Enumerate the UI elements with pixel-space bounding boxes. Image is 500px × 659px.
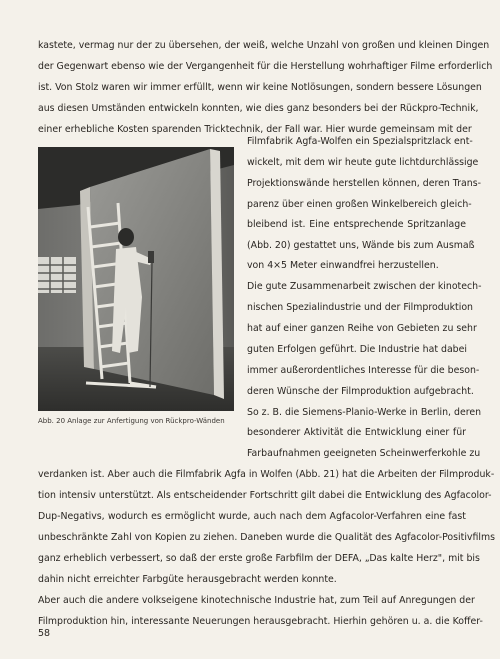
text-line: ist. Von Stolz waren wir immer erfüllt, wenn wir keine Notlösungen, sondern bessere Lösungen [38, 82, 482, 93]
text-line: bleibend ist. Eine entsprechende Spritzanlage [247, 219, 466, 230]
text-line: Die gute Zusammenarbeit zwischen der kinotech- [247, 281, 482, 292]
text-line: aus diesen Umständen entwickeln konnten, wie dies ganz besonders bei der Rückpro-Technik, [38, 103, 479, 114]
text-line: von 4×5 Meter einwandfrei herzustellen. [247, 260, 439, 271]
text-line: immer außerordentliches Interesse für die beson- [247, 365, 480, 376]
figure-caption: Abb. 20 Anlage zur Anfertigung von Rückpro-Wänden [38, 417, 225, 425]
photo-spray-booth [38, 147, 234, 411]
text-line: Dup-Negativs, wodurch es ermöglicht wurde, auch nach dem Agfacolor-Verfahren eine fast [38, 511, 466, 522]
text-line: Filmproduktion hin, interessante Neuerungen herausgebracht. Hierhin gehören u. a. die Koffer- [38, 616, 483, 627]
text-line: (Abb. 20) gestattet uns, Wände bis zum Ausmaß [247, 240, 475, 251]
text-line: verdanken ist. Aber auch die Filmfabrik Agfa in Wolfen (Abb. 21) hat die Arbeiten der Filmproduk- [38, 469, 495, 480]
text-line: wickelt, mit dem wir heute gute lichtdurchlässige [247, 157, 479, 168]
text-line: deren Wünsche der Filmproduktion aufgebracht. [247, 386, 474, 397]
text-line: Aber auch die andere volkseigene kinotechnische Industrie hat, zum Teil auf Anregungen der [38, 595, 475, 606]
text-line: Projektionswände herstellen können, deren Trans- [247, 178, 481, 189]
text-line: der Gegenwart ebenso wie der Vergangenheit für die Herstellung wohrhaftiger Filme erforderlich [38, 61, 493, 72]
page-number: 58 [38, 628, 51, 639]
text-line: hat auf einer ganzen Reihe von Gebieten zu sehr [247, 323, 477, 334]
text-line: Filmfabrik Agfa-Wolfen ein Spezialspritzlack ent- [247, 136, 473, 147]
text-line: Farbaufnahmen geeigneten Scheinwerferkohle zu [247, 448, 481, 459]
text-line: besonderer Aktivität die Entwicklung einer für [247, 427, 466, 438]
text-line: tion intensiv unterstützt. Als entscheidender Fortschritt gilt dabei die Entwicklung des Agfacolor- [38, 490, 492, 501]
text-line: unbeschränkte Zahl von Kopien zu ziehen. Daneben wurde die Qualität des Agfacolor-Positivfilms [38, 532, 496, 543]
text-line: kastete, vermag nur der zu übersehen, der weiß, welche Unzahl von großen und kleinen Dingen [38, 40, 490, 51]
text-line: guten Erfolgen geführt. Die Industrie hat dabei [247, 344, 468, 355]
text-line: So z. B. die Siemens-Planio-Werke in Berlin, deren [247, 407, 482, 418]
text-line: nischen Spezialindustrie und der Filmproduktion [247, 302, 474, 313]
text-line: einer erhebliche Kosten sparenden Tricktechnik, der Fall war. Hier wurde gemeinsam mit der [38, 124, 472, 135]
text-line: parenz über einen großen Winkelbereich gleich- [247, 199, 472, 210]
text-line: dahin nicht erreichter Farbgüte herausgebracht werden konnte. [38, 574, 337, 585]
text-line: ganz erheblich verbessert, so daß der erste große Farbfilm der DEFA, „Das kalte Herz", mit bis [38, 553, 480, 564]
